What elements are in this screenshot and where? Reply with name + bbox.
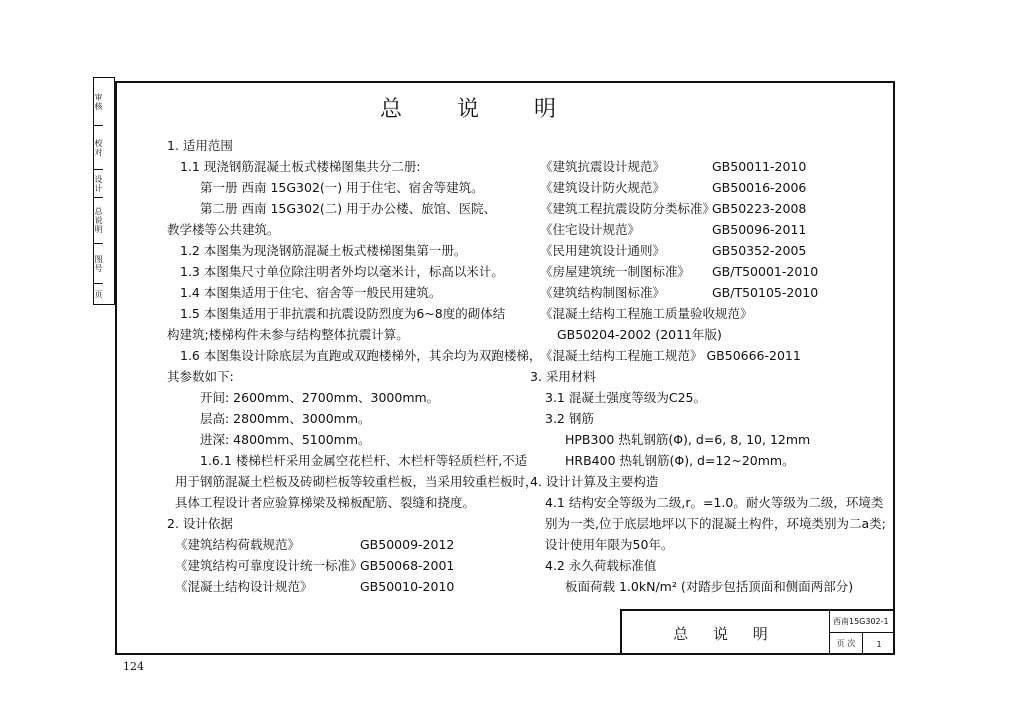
text-line: 层高: 2800mm、3000mm。	[200, 411, 371, 426]
text-line: 板面荷载 1.0kN/m² (对踏步包括顶面和侧面两部分)	[565, 579, 854, 594]
text-line: 4. 设计计算及主要构造	[530, 474, 659, 489]
text-line: HPB300 热轧钢筋(Φ), d=6, 8, 10, 12mm	[565, 432, 811, 447]
text-line: 1. 适用范围	[167, 138, 233, 153]
standard-code: GB/T50001-2010	[712, 264, 819, 279]
text-line: 第一册 西南 15G302(一) 用于住宅、宿舍等建筑。	[200, 180, 484, 195]
text-line: 4.2 永久荷载标准值	[545, 558, 657, 573]
text-line: 《混凝土结构工程施工质量验收规范》	[540, 306, 753, 321]
text-line: 《混凝土结构工程施工规范》 GB50666-2011	[540, 348, 801, 363]
text-line: 《建筑工程抗震设防分类标准》	[540, 201, 716, 216]
standard-code: GB50223-2008	[712, 201, 807, 216]
stamp-cell: 图号	[94, 244, 103, 284]
stamp-cell: 设计	[94, 170, 103, 198]
text-line: 1.5 本图集适用于非抗震和抗震设防烈度为6~8度的砌体结	[180, 306, 506, 321]
text-line: 3.2 钢筋	[545, 411, 594, 426]
text-line: GB50204-2002 (2011年版)	[557, 327, 722, 342]
standard-code: GB/T50105-2010	[712, 285, 819, 300]
page-title: 总 说 明	[380, 97, 580, 122]
text-line: 构建筑;楼梯构件未参与结构整体抗震计算。	[167, 327, 409, 342]
title-block-page-label: 页 次	[830, 633, 863, 655]
text-line: 《民用建筑设计通则》	[540, 243, 666, 258]
text-line: 别为一类,位于底层地坪以下的混凝土构件，环境类别为二a类;	[545, 516, 886, 531]
standard-code: GB50096-2011	[712, 222, 807, 237]
standard-code: GB50016-2006	[712, 180, 807, 195]
standard-code: GB50068-2001	[360, 558, 455, 573]
title-block	[620, 609, 895, 655]
text-line: 1.4 本图集适用于住宅、宿舍等一般民用建筑。	[180, 285, 442, 300]
text-line: 开间: 2600mm、2700mm、3000mm。	[200, 390, 440, 405]
standard-code: GB50011-2010	[712, 159, 807, 174]
stamp-cell: 审核	[94, 78, 103, 126]
stamp-cell: 校对	[94, 126, 103, 170]
text-line: 教学楼等公共建筑。	[167, 222, 280, 237]
text-line: 4.1 结构安全等级为二级,r。=1.0。耐火等级为二级，环境类	[545, 495, 884, 510]
text-line: 具体工程设计者应验算梯梁及梯板配筋、裂缝和挠度。	[175, 495, 476, 510]
text-line: 用于钢筋混凝土栏板及砖砌栏板等较重栏板，当采用较重栏板时，	[175, 474, 538, 489]
side-stamp	[93, 77, 115, 305]
stamp-cell: 页	[94, 289, 103, 299]
text-line: HRB400 热轧钢筋(Φ), d=12~20mm。	[565, 453, 795, 468]
text-line: 《建筑结构制图标准》	[540, 285, 666, 300]
title-block-page-row	[830, 633, 895, 655]
text-line: 3. 采用材料	[530, 369, 596, 384]
standard-code: GB50352-2005	[712, 243, 807, 258]
text-line: 2. 设计依据	[167, 516, 233, 531]
title-block-page-value: 1	[876, 639, 882, 649]
text-line: 《建筑结构荷载规范》	[175, 537, 301, 552]
text-line: 《房屋建筑统一制图标准》	[540, 264, 691, 279]
text-line: 第二册 西南 15G302(二) 用于办公楼、旅馆、医院、	[200, 201, 497, 216]
text-line: 1.6.1 楼梯栏杆采用金属空花栏杆、木栏杆等轻质栏杆,不适	[200, 453, 528, 468]
text-line: 其参数如下:	[167, 369, 234, 384]
text-line: 《住宅设计规范》	[540, 222, 641, 237]
text-line: 1.6 本图集设计除底层为直跑或双跑楼梯外，其余均为双跑楼梯，	[180, 348, 542, 363]
text-line: 《混凝土结构设计规范》	[175, 579, 313, 594]
text-line: 《建筑抗震设计规范》	[540, 159, 666, 174]
text-line: 设计使用年限为50年。	[545, 537, 674, 552]
standard-code: GB50009-2012	[360, 537, 455, 552]
text-line: 进深: 4800mm、5100mm。	[200, 432, 371, 447]
page-number: 124	[123, 660, 144, 673]
text-line: 3.1 混凝土强度等级为C25。	[545, 390, 706, 405]
text-line: 1.1 现浇钢筋混凝土板式楼梯图集共分二册:	[180, 159, 421, 174]
stamp-cell: 总说明	[94, 198, 103, 244]
text-line: 《建筑结构可靠度设计统一标准》	[175, 558, 363, 573]
standard-code: GB50010-2010	[360, 579, 455, 594]
title-block-name: 总 说 明	[622, 611, 830, 655]
text-line: 1.2 本图集为现浇钢筋混凝土板式楼梯图集第一册。	[180, 243, 467, 258]
title-block-atlas-no: 西南15G302-1	[830, 611, 895, 633]
text-line: 1.3 本图集尺寸单位除注明者外均以毫米计，标高以米计。	[180, 264, 504, 279]
text-line: 《建筑设计防火规范》	[540, 180, 666, 195]
